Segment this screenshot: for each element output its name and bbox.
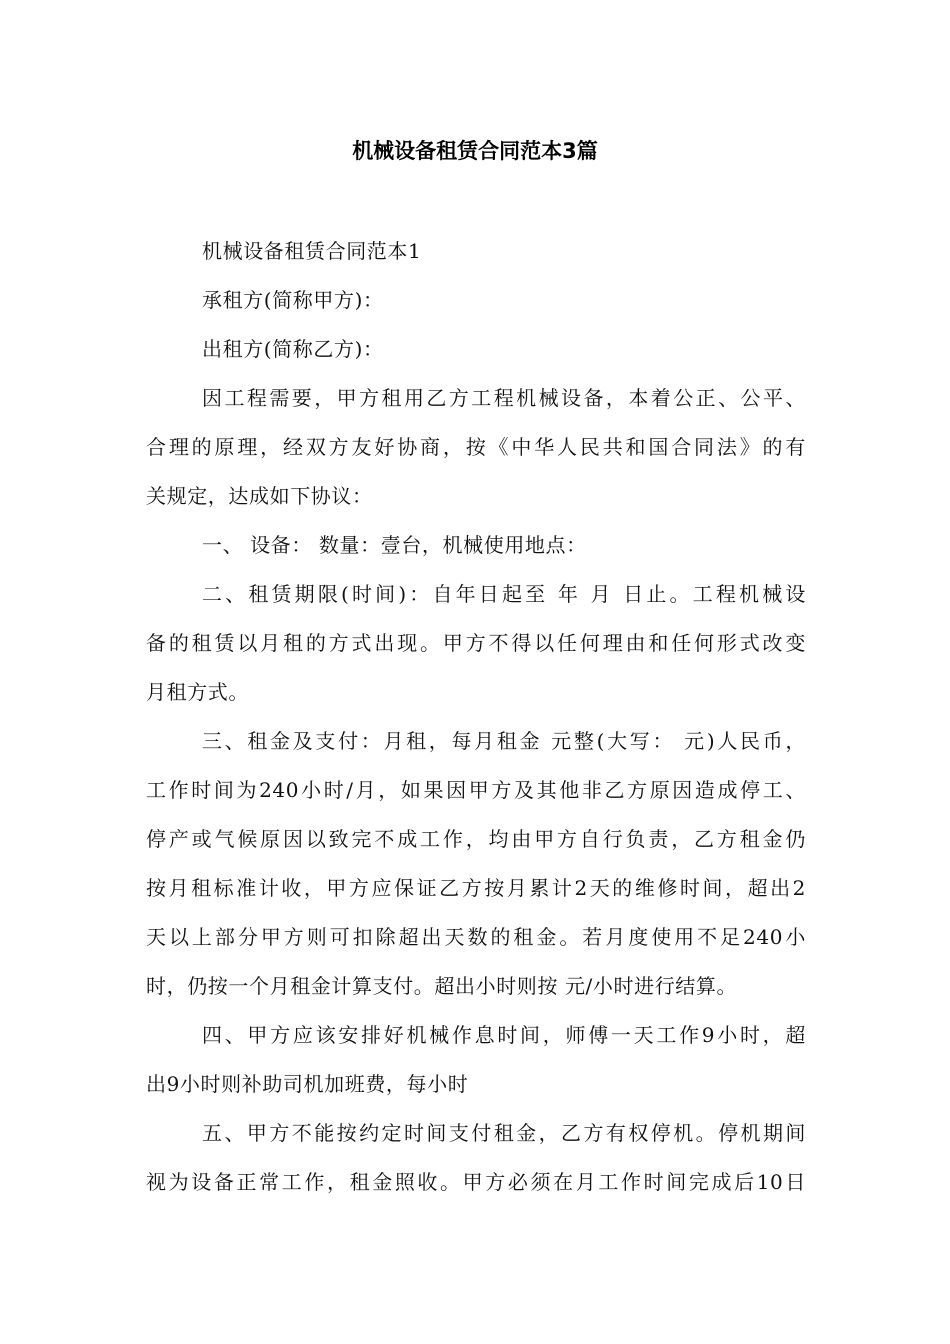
paragraph-intro-line-1: 因工程需要，甲方租用乙方工程机械设备，本着公正、公平、 [202,386,806,410]
section-heading: 机械设备租赁合同范本1 [202,239,422,263]
lessor-line: 出租方(简称乙方)： [202,337,384,361]
clause-1-line-1: 一、 设备： 数量：壹台，机械使用地点： [202,533,587,557]
clause-2-line-1: 二、租赁期限(时间)：自年日起至 年 月 日止。工程机械设 [202,582,806,606]
clause-4-line-1: 四、甲方应该安排好机械作息时间，师傅一天工作9小时，超 [202,1023,806,1047]
clause-3-line-2: 工作时间为240小时/月，如果因甲方及其他非乙方原因造成停工、 [146,778,806,802]
paragraph-intro-line-2: 合理的原理，经双方友好协商，按《中华人民共和国合同法》的有 [146,435,806,459]
document-body [146,235,806,1215]
clause-3-line-6: 时，仍按一个月租金计算支付。超出小时则按 元/小时进行结算。 [146,974,738,998]
clause-3-line-3: 停产或气候原因以致完不成工作，均由甲方自行负责，乙方租金仍 [146,827,806,851]
paragraph-intro-line-3: 关规定，达成如下协议： [146,484,373,508]
lessee-line: 承租方(简称甲方)： [202,288,384,312]
clause-5-line-1: 五、甲方不能按约定时间支付租金，乙方有权停机。停机期间 [202,1121,806,1145]
clause-3-line-5: 天以上部分甲方则可扣除超出天数的租金。若月度使用不足240小 [146,925,806,949]
clause-2-line-3: 月租方式。 [146,680,249,704]
clause-4-line-2: 出9小时则补助司机加班费，每小时 [146,1072,469,1096]
clause-3-line-1: 三、租金及支付：月租，每月租金 元整(大写： 元)人民币， [202,729,806,753]
clause-5-line-2: 视为设备正常工作，租金照收。甲方必须在月工作时间完成后10日 [146,1170,806,1194]
document-title: 机械设备租赁合同范本3篇 [352,139,598,163]
clause-3-line-4: 按月租标准计收，甲方应保证乙方按月累计2天的维修时间，超出2 [146,876,806,900]
clause-2-line-2: 备的租赁以月租的方式出现。甲方不得以任何理由和任何形式改变 [146,631,806,655]
